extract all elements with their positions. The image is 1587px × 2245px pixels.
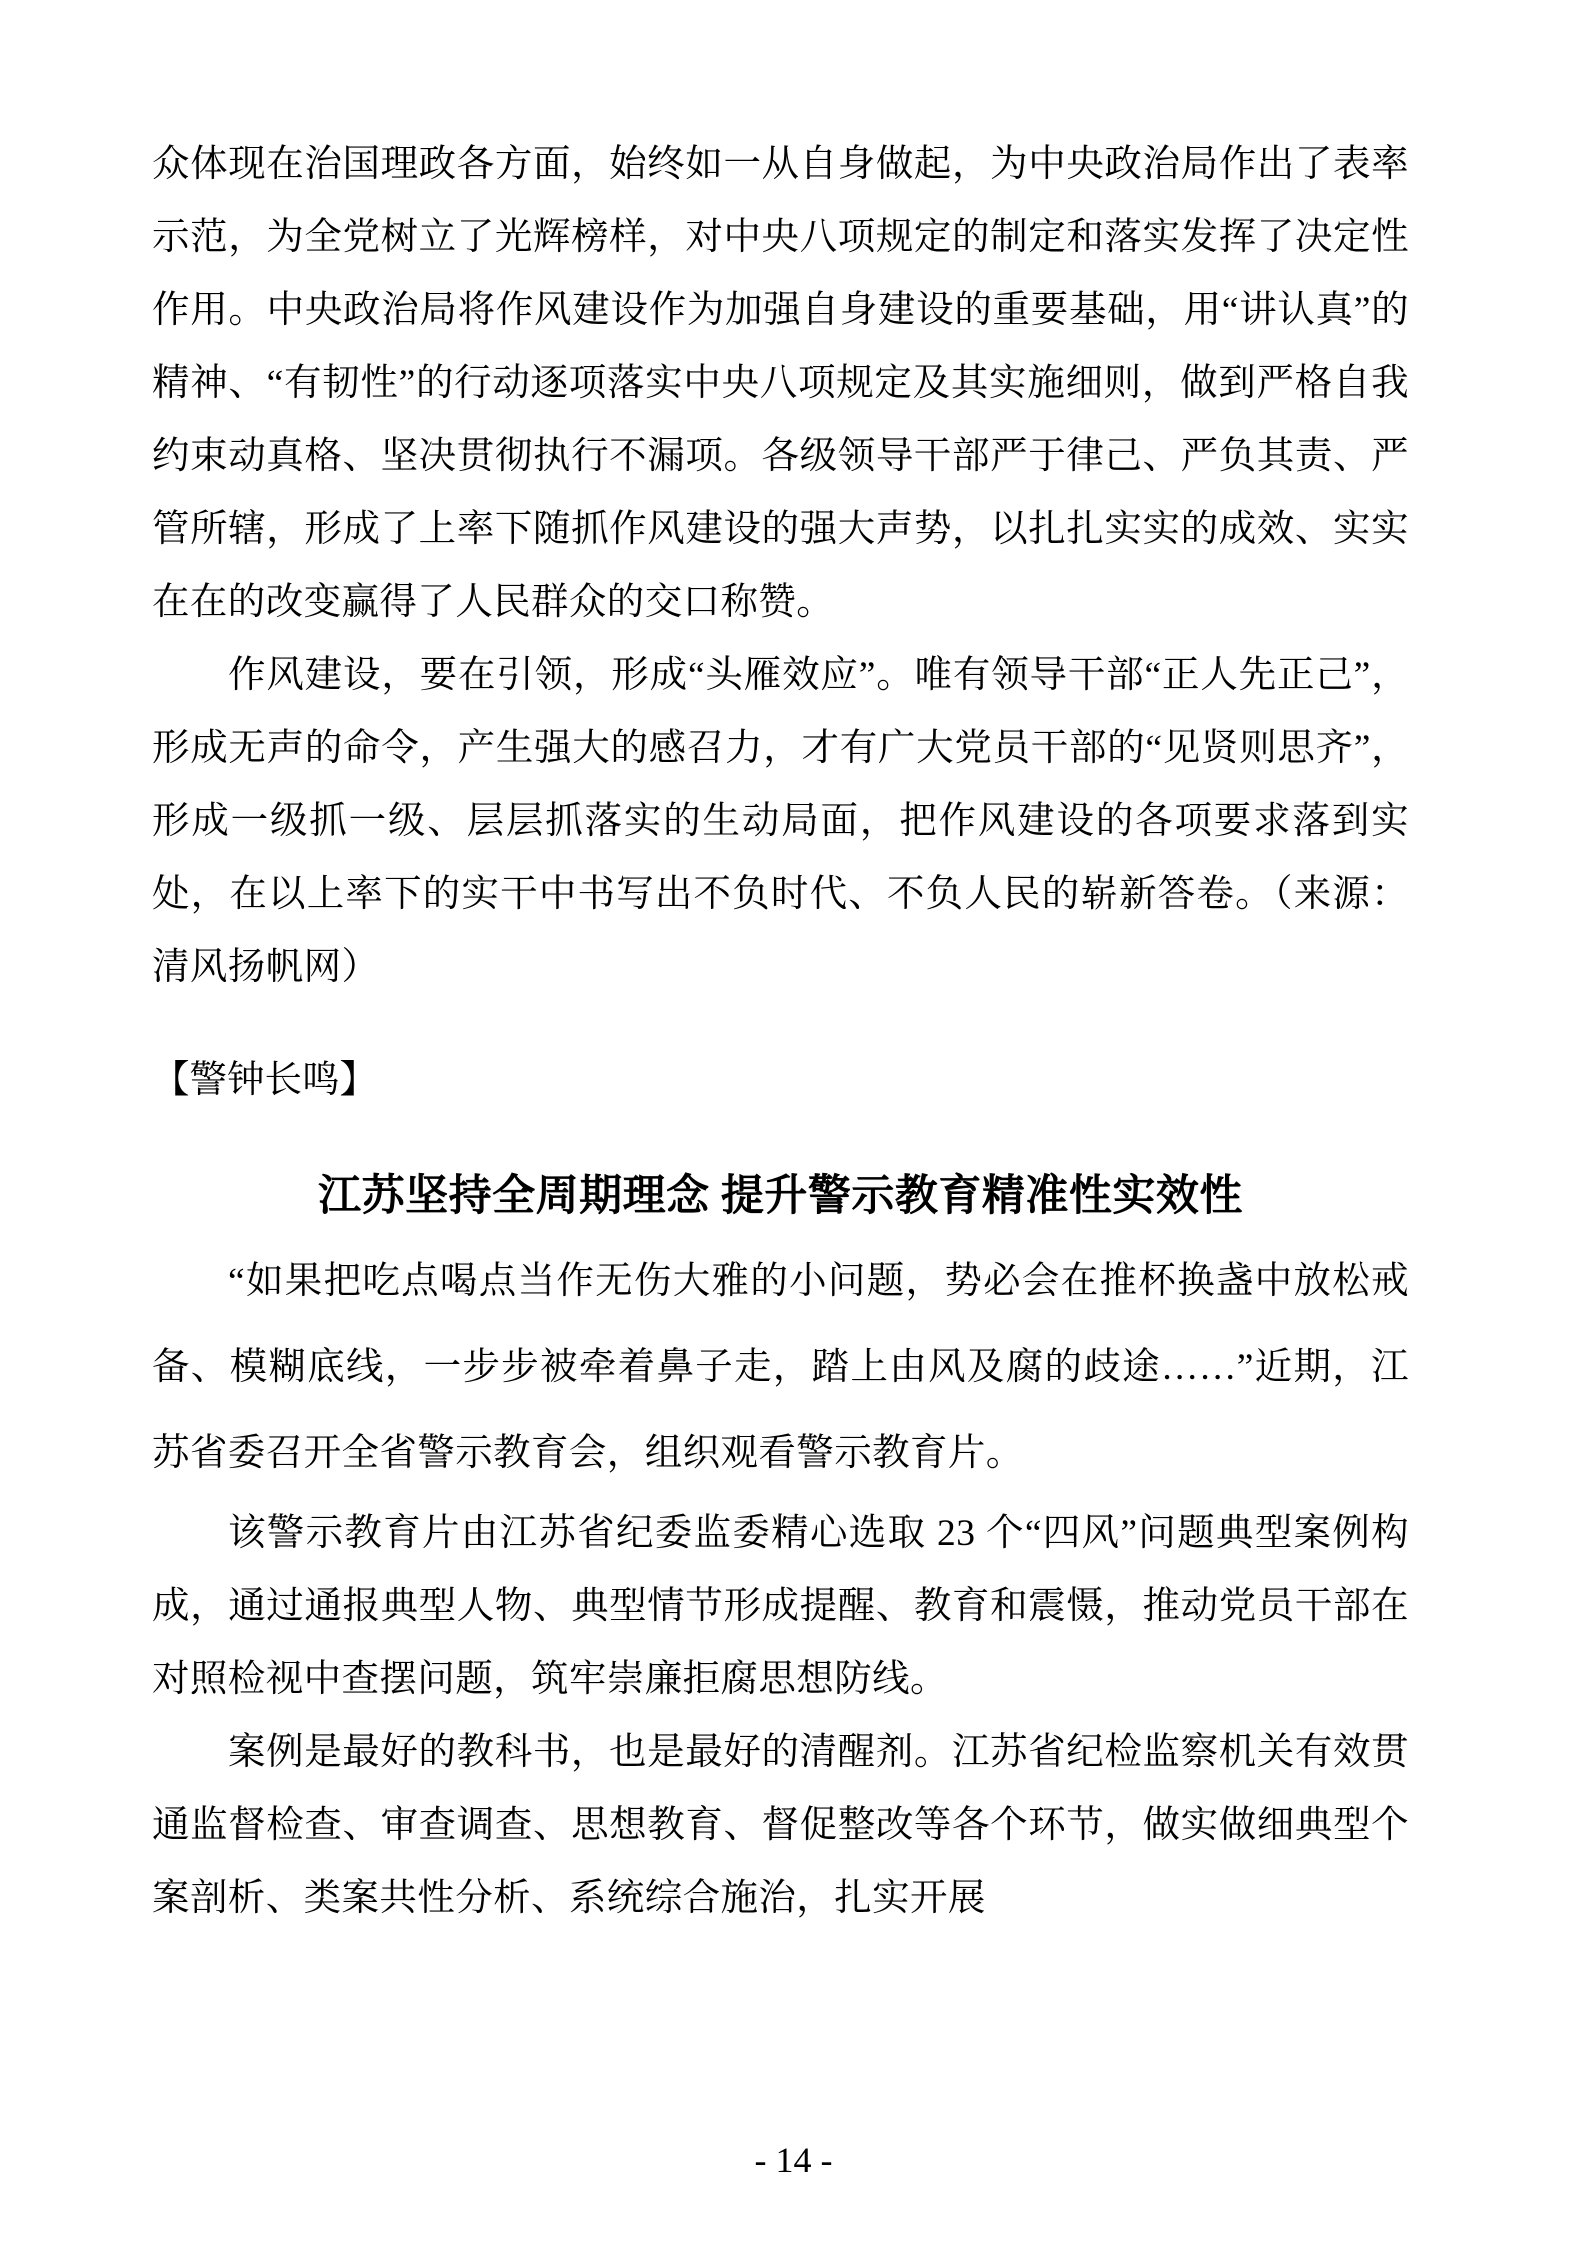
article-paragraph-3: 案例是最好的教科书，也是最好的清醒剂。江苏省纪检监察机关有效贯通监督检查、审查调查、思想教育、督促整改等各个环节，做实做细典型个案剖析、类案共性分析、系统综合施治，扎实开展: [152, 1732, 1409, 1919]
section-tag: 【警钟长鸣】: [152, 1060, 377, 1101]
article-paragraph-2: 该警示教育片由江苏省纪委监委精心选取 23 个“四风”问题典型案例构成，通过通报典型人物、典型情节形成提醒、教育和震慑，推动党员干部在对照检视中查摆问题，筑牢崇廉拒腐思想防线。: [152, 1513, 1409, 1700]
article-title: 江苏坚持全周期理念 提升警示教育精准性实效性: [318, 1173, 1243, 1220]
paragraph-2: 作风建设，要在引领，形成“头雁效应”。唯有领导干部“正人先正己”，形成无声的命令，产生强大的感召力，才有广大党员干部的“见贤则思齐”，形成一级抓一级、层层抓落实的生动局面，把作风建设的各项要求落到实处，在以上率下的实干中书写出不负时代、不负人民的崭新答卷。（来源：清风扬帆网）: [152, 655, 1409, 988]
paragraph-1: 众体现在治国理政各方面，始终如一从自身做起，为中央政治局作出了表率示范，为全党树立了光辉榜样，对中央八项规定的制定和落实发挥了决定性作用。中央政治局将作风建设作为加强自身建设的重要基础，用“讲认真”的精神、“有韧性”的行动逐项落实中央八项规定及其实施细则，做到严格自我约束动真格、坚决贯彻执行不漏项。各级领导干部严于律己、严负其责、严管所辖，形成了上率下随抓作风建设的强大声势，以扎扎实实的成效、实实在在的改变赢得了人民群众的交口称赞。: [152, 144, 1409, 623]
article-paragraph-1: “如果把吃点喝点当作无伤大雅的小问题，势必会在推杯换盏中放松戒备、模糊底线，一步步被牵着鼻子走，踏上由风及腐的歧途……”近期，江苏省委召开全省警示教育会，组织观看警示教育片。: [152, 1261, 1409, 1474]
page-number: - 14 -: [754, 2140, 833, 2180]
